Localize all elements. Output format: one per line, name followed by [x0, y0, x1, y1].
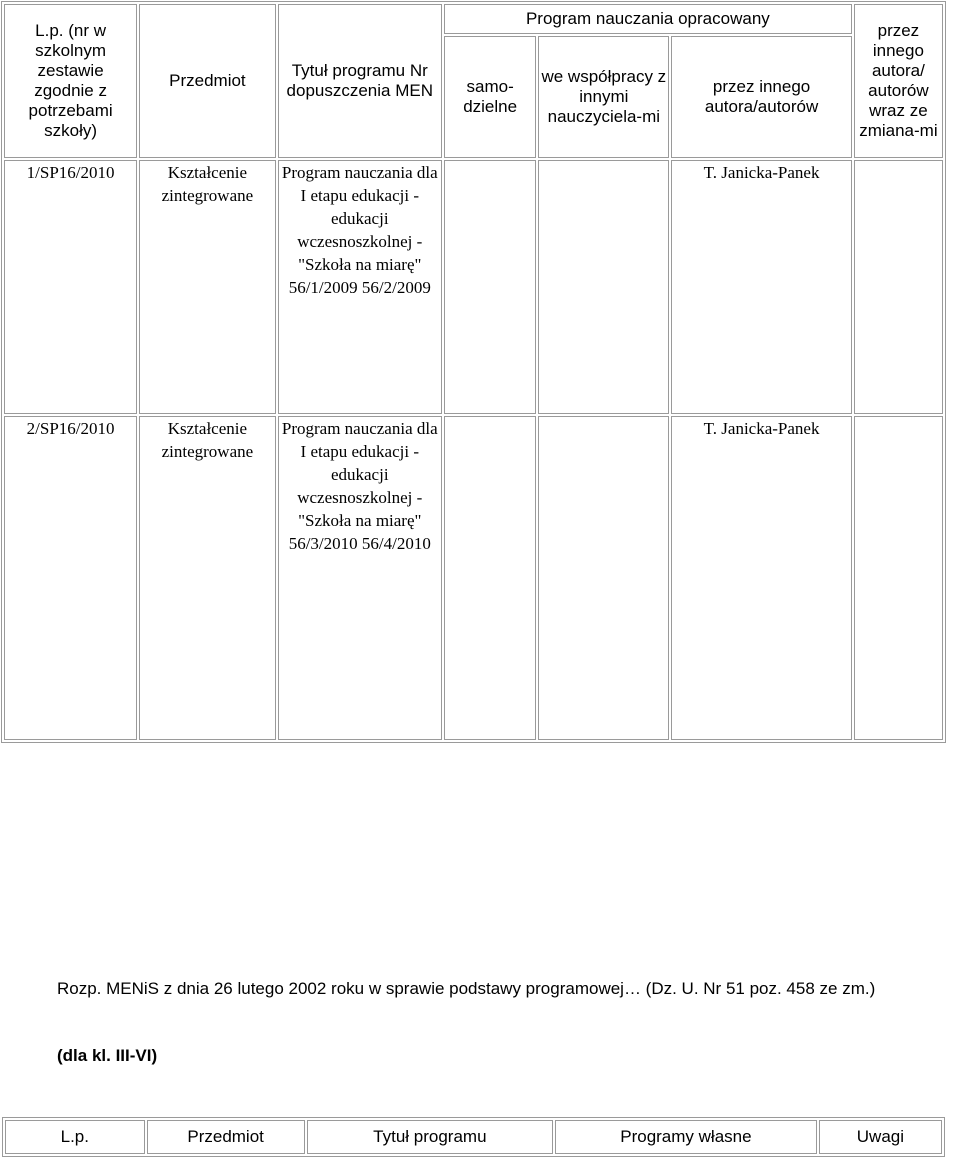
header-self: samo-dzielne	[444, 36, 536, 158]
header-lp: L.p. (nr w szkolnym zestawie zgodnie z potrzebami szkoły)	[4, 4, 137, 158]
header-subject: Przedmiot	[139, 4, 275, 158]
classes-note: (dla kl. III-VI)	[57, 1046, 158, 1065]
cell-coop	[538, 160, 669, 414]
header-own-programs: Programy własne	[555, 1120, 817, 1154]
table-row	[4, 160, 943, 414]
programs-table	[1, 1, 946, 743]
cell-subject: Kształcenie zintegrowane	[139, 416, 275, 740]
cell-modified	[854, 160, 943, 414]
header-program-group: Program nauczania opracowany	[444, 4, 852, 34]
cell-subject: Kształcenie zintegrowane	[139, 160, 275, 414]
cell-other: T. Janicka-Panek	[671, 416, 851, 740]
header-modified: przez innego autora/ autorów wraz ze zmiana-mi	[854, 4, 943, 158]
own-programs-table	[2, 1117, 945, 1157]
header-subject: Przedmiot	[147, 1120, 305, 1154]
table-row	[4, 416, 943, 740]
cell-coop	[538, 416, 669, 740]
header-title: Tytuł programu	[307, 1120, 553, 1154]
cell-title: Program nauczania dla I etapu edukacji - edukacji wczesnoszkolnej - "Szkoła na miarę" 56/1/2009 56/2/2009	[278, 160, 442, 414]
header-lp: L.p.	[5, 1120, 145, 1154]
header-remarks: Uwagi	[819, 1120, 942, 1154]
header-other: przez innego autora/autorów	[671, 36, 851, 158]
cell-self	[444, 416, 536, 740]
cell-lp: 1/SP16/2010	[4, 160, 137, 414]
header-coop: we współpracy z innymi nauczyciela-mi	[538, 36, 669, 158]
cell-modified	[854, 416, 943, 740]
cell-title: Program nauczania dla I etapu edukacji - edukacji wczesnoszkolnej - "Szkoła na miarę" 56/3/2010 56/4/2010	[278, 416, 442, 740]
cell-other: T. Janicka-Panek	[671, 160, 851, 414]
regulation-note: Rozp. MENiS z dnia 26 lutego 2002 roku w sprawie podstawy programowej… (Dz. U. Nr 51 poz. 458 ze zm.)	[57, 979, 876, 998]
header-title: Tytuł programu Nr dopuszczenia MEN	[278, 4, 442, 158]
cell-lp: 2/SP16/2010	[4, 416, 137, 740]
cell-self	[444, 160, 536, 414]
